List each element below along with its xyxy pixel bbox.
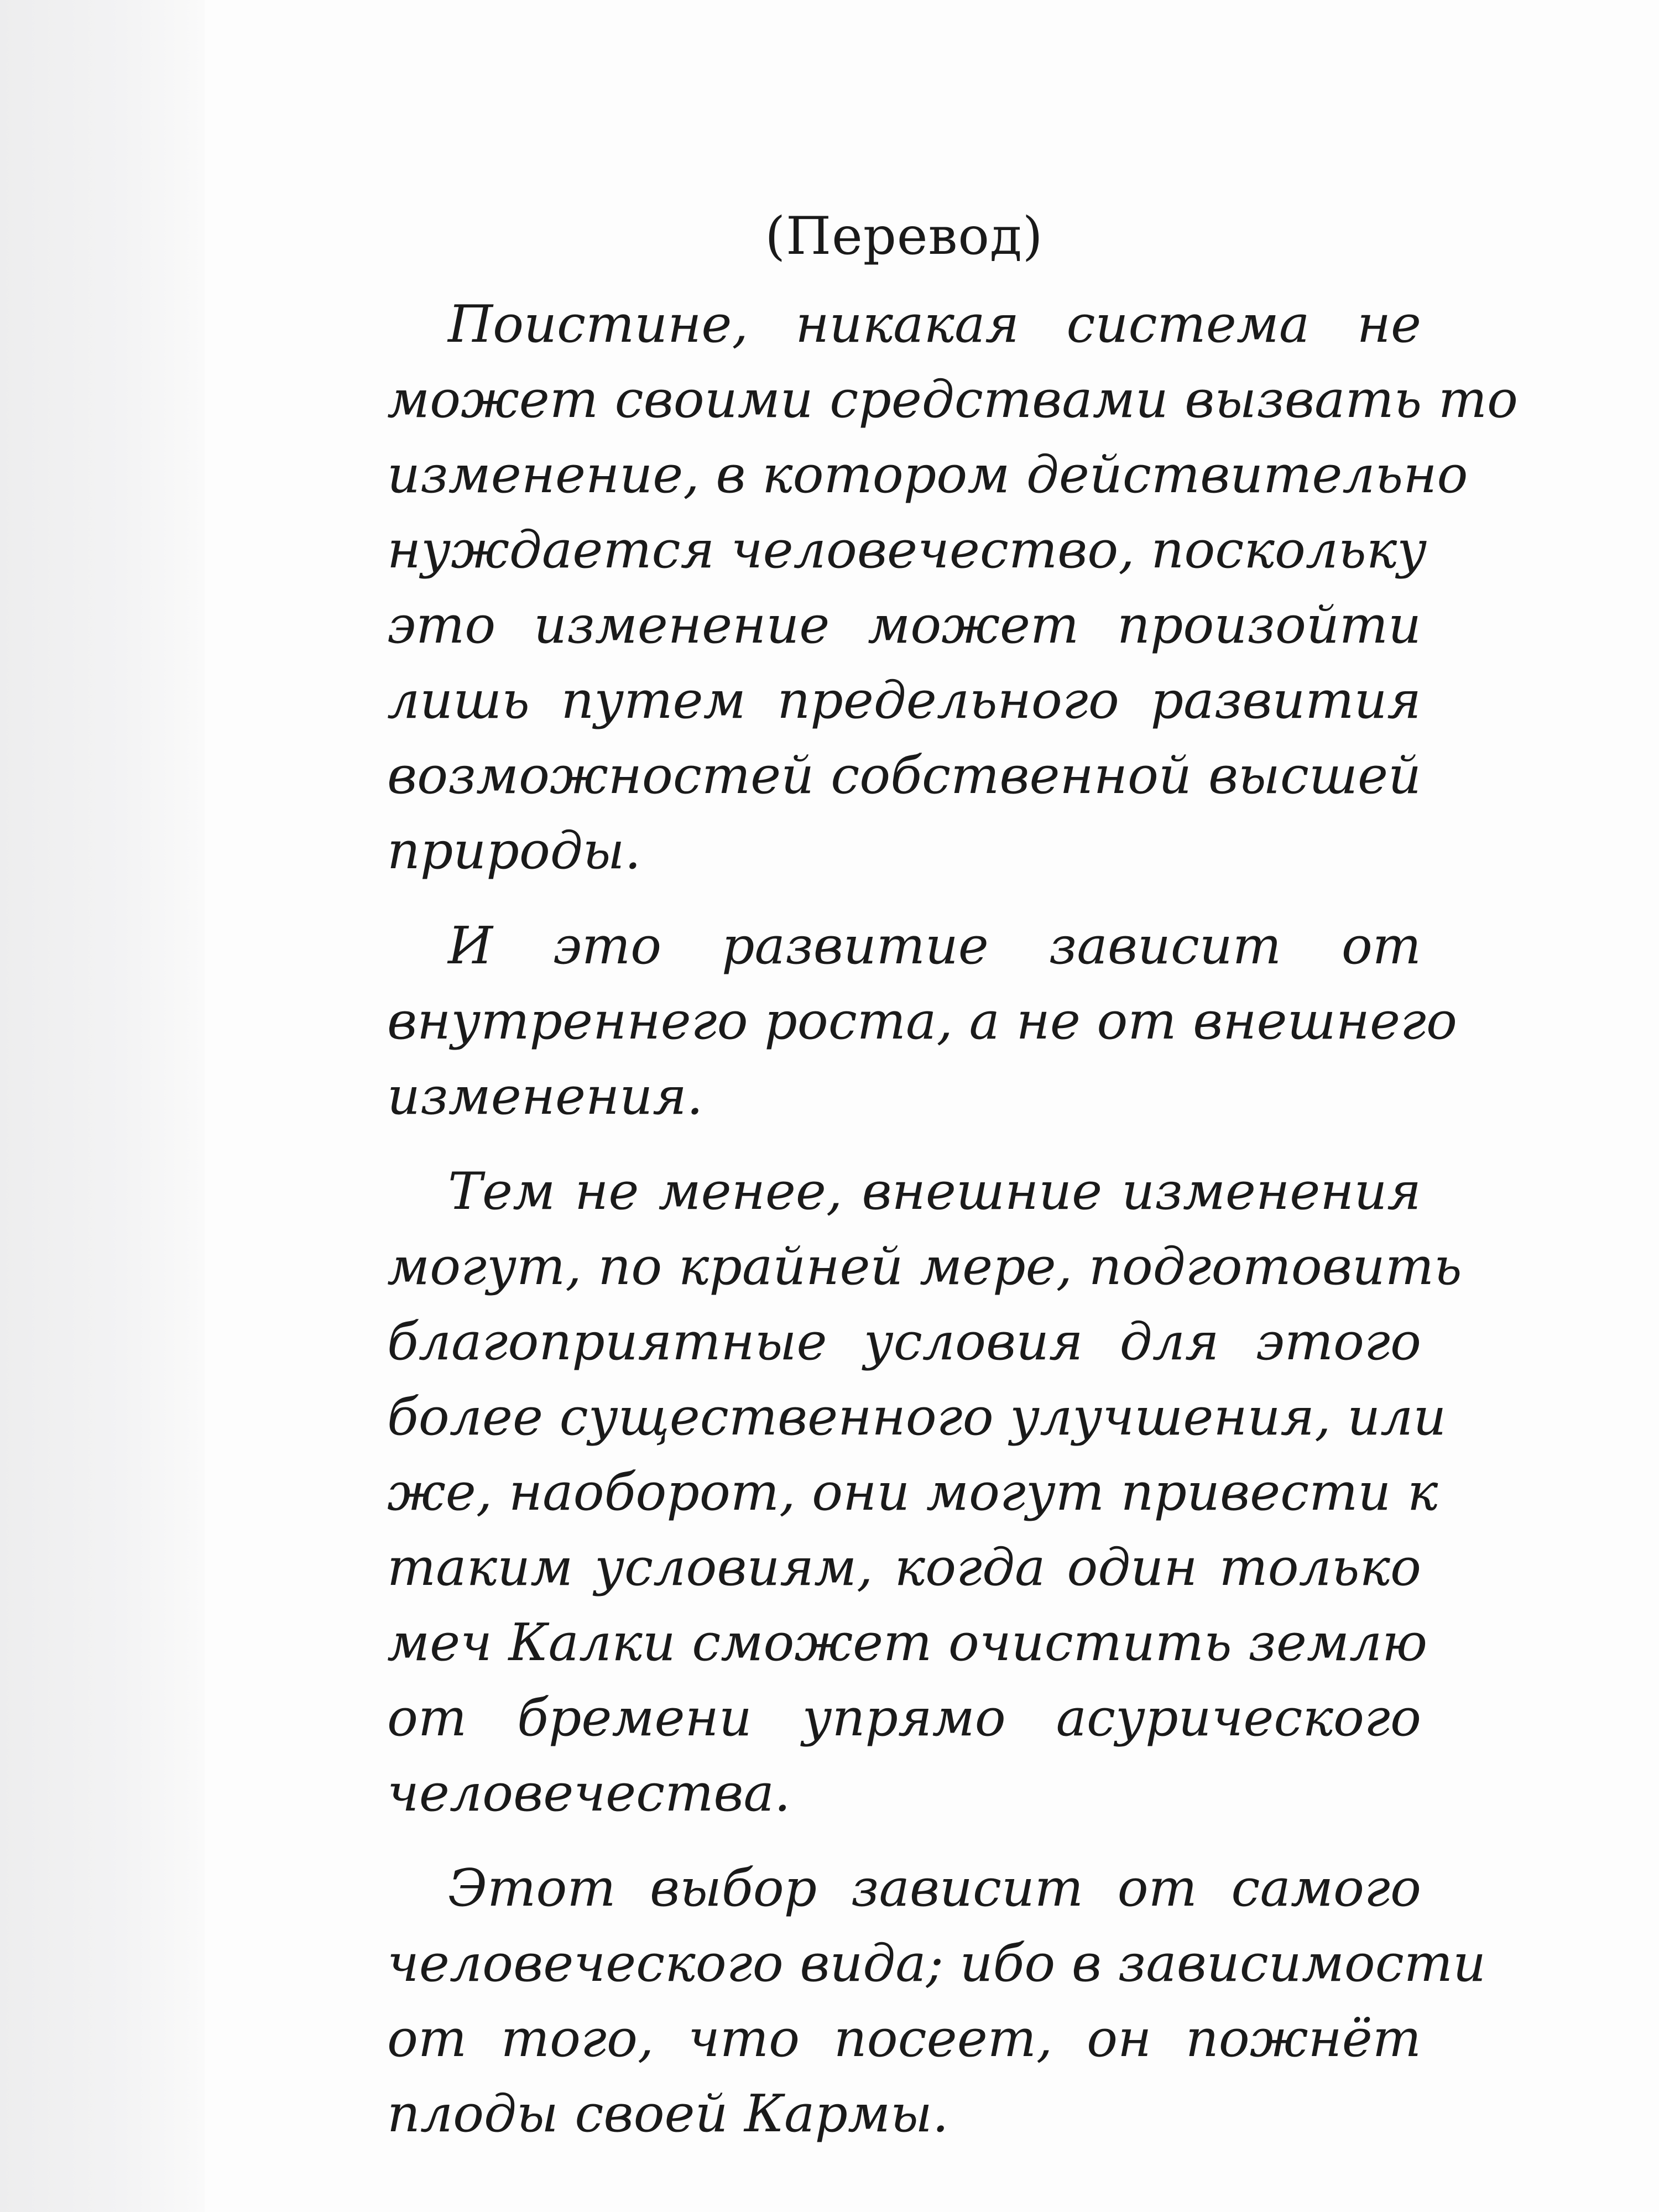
paragraph-4 — [387, 1850, 1486, 2151]
text-line: человечества. — [387, 1763, 791, 1823]
text-line: возможностей собственной высшей — [387, 745, 1421, 805]
text-line: от того, что посеет, он пожнёт — [387, 2008, 1421, 2068]
text-line: И это развитие зависит от — [448, 916, 1421, 975]
text-line: может своими средствами вызвать то — [387, 369, 1519, 429]
text-line: таким условиям, когда один только — [387, 1537, 1421, 1597]
section-heading: (Перевод) — [765, 206, 1044, 267]
text-line: это изменение может произойти — [387, 595, 1421, 655]
text-line: могут, по крайней мере, подготовить — [387, 1237, 1462, 1296]
text-line: внутреннего роста, а не от внешнего — [387, 991, 1457, 1051]
text-line: нуждается человечество, поскольку — [387, 520, 1427, 580]
text-line: Поистине, никакая система не — [448, 294, 1421, 354]
text-line: Тем не менее, внешние изменения — [448, 1161, 1421, 1221]
text-line: же, наоборот, они могут привести к — [387, 1462, 1438, 1522]
page-gutter-shadow — [0, 0, 205, 2212]
text-line: лишь путем предельного развития — [387, 670, 1421, 730]
text-line: благоприятные условия для этого — [387, 1312, 1421, 1371]
paragraph-2 — [387, 908, 1457, 1134]
text-line: от бремени упрямо асурического — [387, 1688, 1421, 1747]
text-line: изменение, в котором действительно — [387, 445, 1468, 504]
text-line: более существенного улучшения, или — [387, 1387, 1447, 1447]
text-line: человеческого вида; ибо в зависимости — [387, 1933, 1486, 1993]
page-content — [387, 199, 1519, 2171]
paragraph-1 — [387, 286, 1519, 888]
text-line: природы. — [387, 821, 641, 880]
text-line: меч Калки сможет очистить землю — [387, 1613, 1428, 1672]
text-line: изменения. — [387, 1066, 703, 1126]
text-line: Этот выбор зависит от самого — [448, 1858, 1421, 1918]
paragraph-3 — [387, 1154, 1462, 1830]
text-line: плоды своей Кармы. — [387, 2084, 949, 2143]
